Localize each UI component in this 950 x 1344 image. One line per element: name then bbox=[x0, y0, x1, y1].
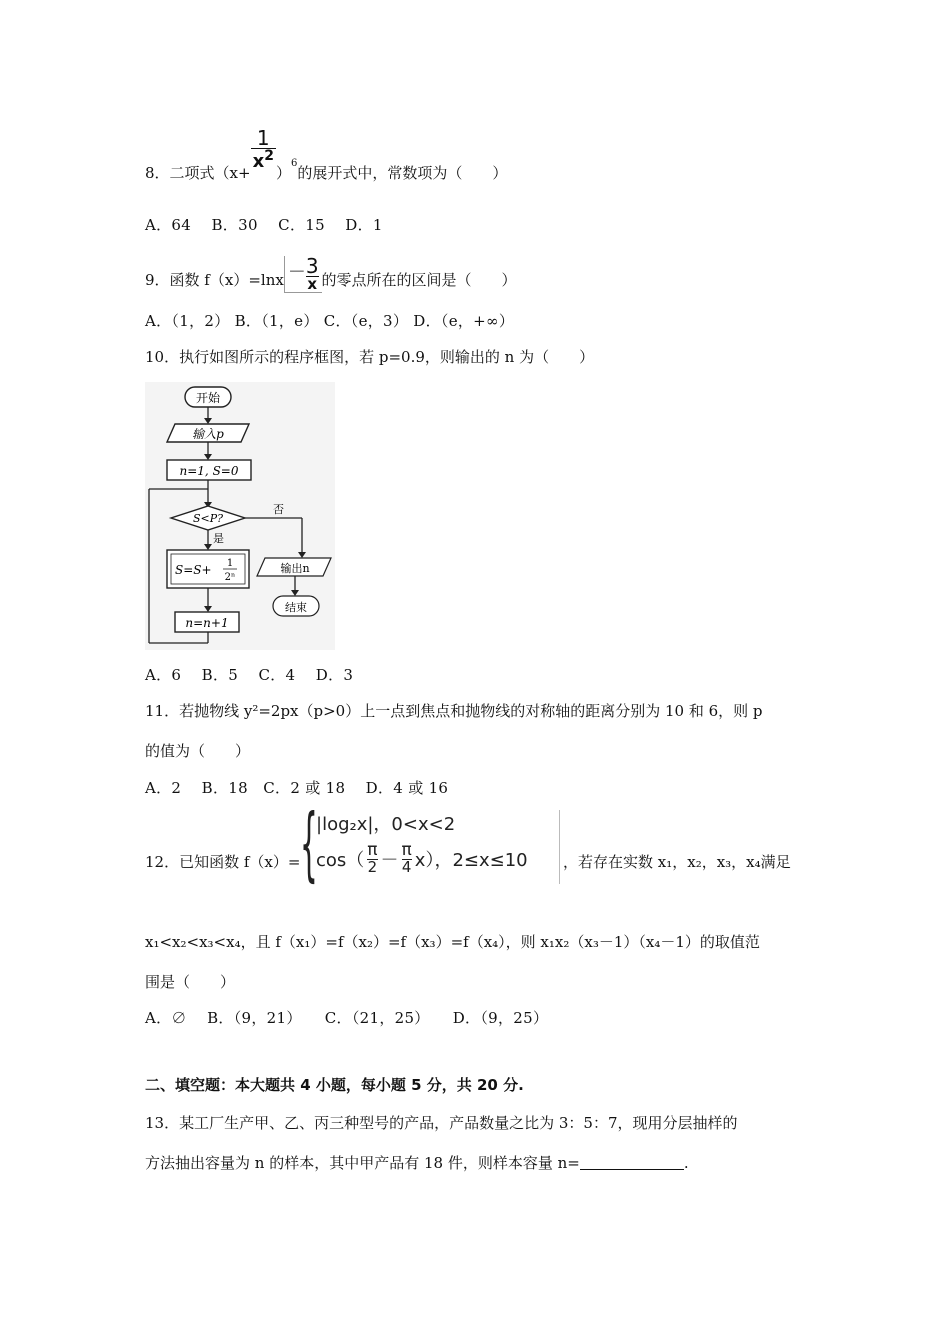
q9-options: A．（1，2） B．（1，e） C．（e，3） D．（e，+∞） bbox=[145, 312, 515, 330]
flow-update-num: 1 bbox=[226, 558, 234, 569]
q13-answer-blank[interactable] bbox=[580, 1155, 684, 1170]
flow-increment-label: n=n+1 bbox=[185, 616, 229, 630]
q11-options: A．2 B．18 C．2 或 18 D．4 或 16 bbox=[145, 779, 449, 797]
q11-line1: 11．若抛物线 y²=2px（p>0）上一点到焦点和抛物线的对称轴的距离分别为 10 和 6，则 p bbox=[145, 702, 763, 720]
q9-stem: 9．函数 f（x）=lnx － $\frac{3}{x}$ 的零点所在的区间是（ ） bbox=[145, 254, 517, 293]
flow-no-label: 否 bbox=[273, 503, 284, 516]
q9-fraction: － $\frac{3}{x}$ bbox=[284, 256, 322, 293]
flow-input-label: 输入p bbox=[192, 427, 224, 441]
q12-suffix: ，若存在实数 x₁，x₂，x₃，x₄满足 bbox=[563, 853, 791, 871]
q12-line3: 围是（ ） bbox=[145, 973, 236, 991]
section2-heading: 二、填空题：本大题共 4 小题，每小题 5 分，共 20 分. bbox=[145, 1076, 524, 1094]
q12-brace: { bbox=[300, 797, 318, 890]
flow-update-label: S=S+ bbox=[175, 563, 212, 577]
q11-line2: 的值为（ ） bbox=[145, 742, 251, 760]
q10-options: A．6 B．5 C．4 D．3 bbox=[145, 666, 354, 684]
flow-update-den: 2ⁿ bbox=[224, 572, 236, 583]
q12-case1: |log₂x|，0<x<2 bbox=[316, 814, 456, 835]
flow-yes-label: 是 bbox=[213, 532, 224, 545]
q12-case2: cos（ $\frac{\pi}{2}$ － $\frac{\pi}{4}$ x），2≤x≤10 bbox=[316, 840, 528, 876]
q12-box-edge bbox=[559, 810, 560, 884]
q12-line2: x₁<x₂<x₃<x₄，且 f（x₁）=f（x₂）=f（x₃）=f（x₄），则 x₁x₂（x₃－1）（x₄－1）的取值范 bbox=[145, 933, 760, 951]
q12-prefix: 12．已知函数 f（x）= bbox=[145, 853, 301, 871]
flow-output-label: 输出n bbox=[280, 562, 310, 575]
q10-flowchart bbox=[145, 382, 335, 650]
flow-end-label: 结束 bbox=[285, 601, 307, 614]
q8-stem: 8．二项式（x+ $\frac{1}{x^2}$ ）$^6$的展开式中，常数项为（ ） bbox=[145, 126, 508, 182]
flow-start-label: 开始 bbox=[195, 391, 221, 405]
q13-line2: 方法抽出容量为 n 的样本，其中甲产品有 18 件，则样本容量 n= . bbox=[145, 1154, 689, 1172]
q10-stem: 10．执行如图所示的程序框图，若 p=0.9，则输出的 n 为（ ） bbox=[145, 348, 595, 366]
flow-condition-label: S<P? bbox=[192, 512, 224, 525]
flow-init-label: n=1, S=0 bbox=[179, 464, 239, 478]
q13-line1: 13．某工厂生产甲、乙、丙三种型号的产品，产品数量之比为 3：5：7，现用分层抽样的 bbox=[145, 1114, 738, 1132]
q8-fraction: $\frac{1}{x^2}$ bbox=[252, 126, 274, 172]
q12-options: A．∅ B．（9，21） C．（21，25） D．（9，25） bbox=[145, 1009, 549, 1027]
q8-options: A．64 B．30 C．15 D．1 bbox=[145, 216, 383, 234]
